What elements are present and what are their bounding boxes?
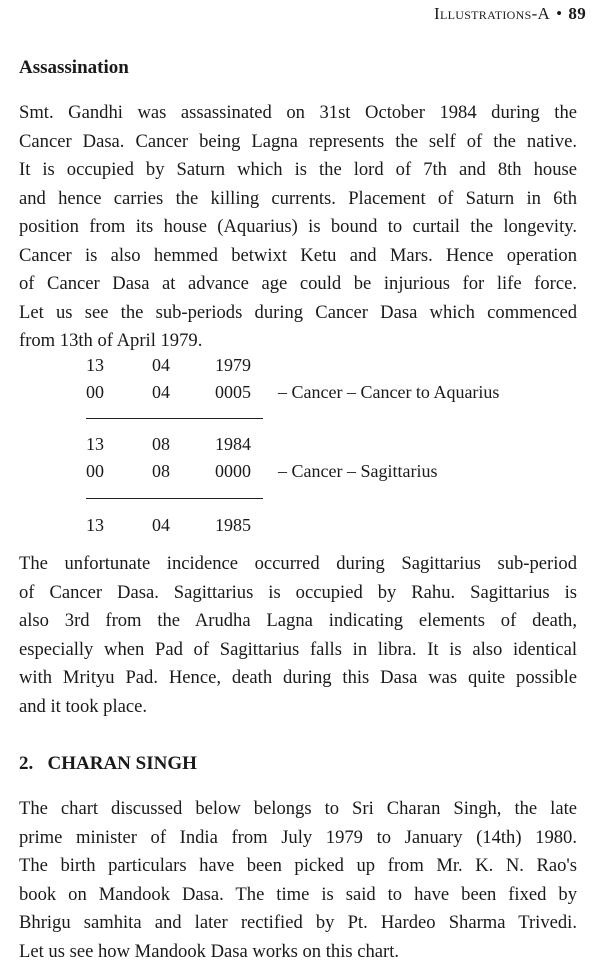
text-line: Let us see the sub-periods during Cancer Dasa which commenced xyxy=(19,301,577,323)
calc-month: 08 xyxy=(152,434,170,454)
paragraph-assassination-intro xyxy=(19,99,577,356)
text-line: and hence carries the killing currents. Placement of Saturn in 6th xyxy=(19,187,577,209)
calc-year: 1979 xyxy=(215,355,251,375)
section-heading-charan-singh: 2. CHARAN SINGH xyxy=(19,753,197,774)
calc-year: 0005 xyxy=(215,382,251,402)
calc-month: 04 xyxy=(152,515,170,535)
calc-month: 08 xyxy=(152,461,170,481)
calc-day: 13 xyxy=(86,355,104,375)
calc-year: 1985 xyxy=(215,515,251,535)
text-line: The unfortunate incidence occurred during Sagittarius sub-period xyxy=(19,553,577,574)
calc-day: 00 xyxy=(86,461,104,481)
text-line: Let us see how Mandook Dasa works on this chart. xyxy=(19,940,400,962)
text-line: It is occupied by Saturn which is the lord of 7th and 8th house xyxy=(19,159,577,180)
text-line: prime minister of India from July 1979 to January (14th) 1980. xyxy=(19,826,577,848)
text-line: book on Mandook Dasa. The time is said to have been fixed by xyxy=(19,883,577,905)
text-line: Cancer is also hemmed betwixt Ketu and Mars. Hence operation xyxy=(19,244,577,266)
text-line: especially when Pad of Sagittarius falls in libra. It is also identical xyxy=(19,638,577,660)
text-line: also 3rd from the Arudha Lagna indicating elements of death, xyxy=(19,610,577,631)
section-heading-assassination: Assassination xyxy=(19,57,129,78)
text-line: Smt. Gandhi was assassinated on 31st October 1984 during the xyxy=(19,102,577,123)
text-line: position from its house (Aquarius) is bound to curtail the longevity. xyxy=(19,216,577,237)
calc-note: – Cancer – Sagittarius xyxy=(278,461,438,481)
paragraph-charan-singh-intro xyxy=(19,795,577,966)
text-line: Cancer Dasa. Cancer being Lagna represents the self of the native. xyxy=(19,130,577,152)
text-line: and it took place. xyxy=(19,695,148,717)
text-line: The birth particulars have been picked up from Mr. K. N. Rao's xyxy=(19,855,577,876)
calc-note: – Cancer – Cancer to Aquarius xyxy=(278,382,500,402)
text-line: Bhrigu samhita and later rectified by Pt. Hardeo Sharma Trivedi. xyxy=(19,912,577,933)
calc-sum-rule xyxy=(86,498,263,499)
calc-day: 00 xyxy=(86,382,104,402)
text-line: with Mrityu Pad. Hence, death during this Dasa was quite possible xyxy=(19,667,577,688)
text-line: of Cancer Dasa. Sagittarius is occupied by Rahu. Sagittarius is xyxy=(19,581,577,603)
running-head-title: Illustrations-A xyxy=(434,4,551,23)
running-head xyxy=(434,4,586,24)
calc-day: 13 xyxy=(86,434,104,454)
calc-year: 0000 xyxy=(215,461,251,481)
page-number: 89 xyxy=(568,4,586,23)
text-line: from 13th of April 1979. xyxy=(19,330,203,351)
calc-day: 13 xyxy=(86,515,104,535)
calc-month: 04 xyxy=(152,382,170,402)
calc-year: 1984 xyxy=(215,434,251,454)
calc-month: 04 xyxy=(152,355,170,375)
calc-sum-rule xyxy=(86,418,263,419)
running-head-bullet: • xyxy=(556,4,563,23)
text-line: The chart discussed below belongs to Sri Charan Singh, the late xyxy=(19,798,577,819)
paragraph-assassination-analysis xyxy=(19,550,577,721)
text-line: of Cancer Dasa at advance age could be injurious for life force. xyxy=(19,273,577,294)
